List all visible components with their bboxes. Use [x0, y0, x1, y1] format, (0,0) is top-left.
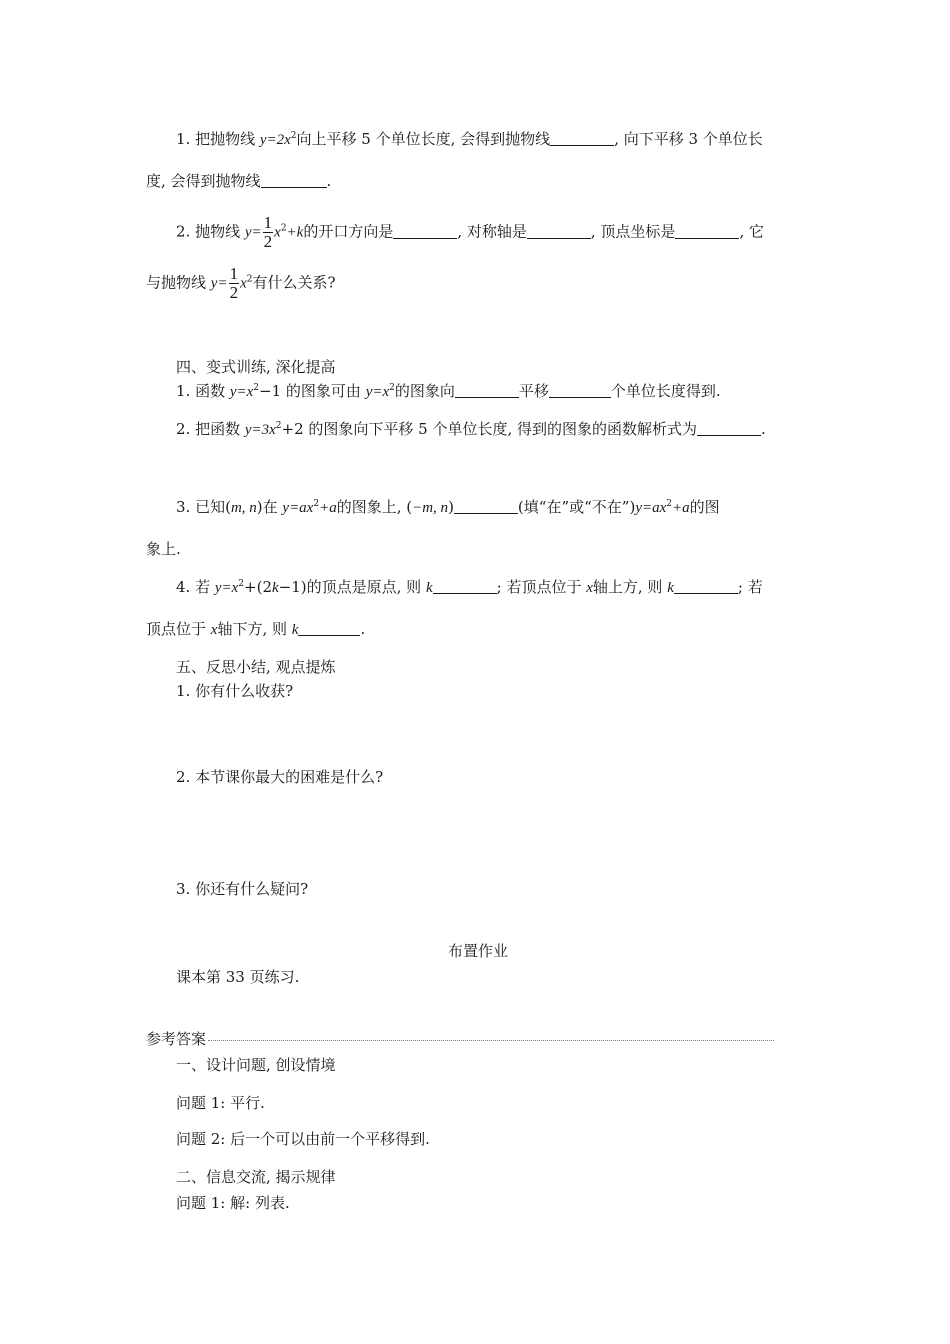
section-4-title: 四、变式训练, 深化提高 — [176, 358, 336, 376]
text: , 对称轴是 — [457, 222, 527, 241]
text: ) — [448, 498, 454, 516]
text: 与抛物线 — [146, 273, 211, 292]
variant-q4-line1 — [176, 576, 810, 599]
fraction — [263, 214, 274, 251]
superscript: 2 — [313, 499, 320, 509]
text: 1. 把抛物线 — [176, 130, 260, 148]
reflection-q1: 1. 你有什么收获? — [176, 682, 294, 700]
text: 1. 函数 — [176, 382, 230, 400]
practice-q2-line2 — [146, 265, 810, 302]
numerator: 1 — [263, 213, 273, 232]
dotted-rule — [208, 1040, 774, 1041]
text: 2. 把函数 — [176, 420, 245, 438]
variant-q3-line1 — [176, 496, 810, 519]
section-5-title: 五、反思小结, 观点提炼 — [176, 658, 336, 676]
answer-blank[interactable] — [697, 421, 761, 436]
answer-item: 问题 1: 解: 列表. — [176, 1194, 290, 1212]
text: . — [761, 420, 766, 438]
text: ; 若顶点位于 — [496, 578, 587, 596]
math-expr: x — [274, 224, 281, 241]
math-expr: k — [272, 580, 279, 596]
math-expr: y=x — [229, 384, 254, 400]
homework-text: 课本第 33 页练习. — [176, 968, 300, 986]
math-expr: y=ax — [635, 500, 667, 516]
answer-blank[interactable] — [433, 579, 497, 594]
text: 向上平移 5 个单位长度, 会得到抛物线 — [296, 130, 551, 148]
reflection-q2: 2. 本节课你最大的困难是什么? — [176, 768, 384, 786]
denominator: 2 — [229, 283, 239, 302]
math-expr: +k — [286, 224, 304, 241]
text: , 它 — [739, 222, 764, 241]
math-expr: k — [291, 622, 299, 638]
math-expr: y=ax — [282, 500, 314, 516]
answer-blank[interactable] — [393, 224, 457, 239]
answers-section-1: 一、设计问题, 创设情境 — [176, 1056, 336, 1074]
text: 的图象向 — [394, 382, 455, 400]
practice-q2-line1 — [176, 214, 810, 251]
math-expr: x — [586, 580, 593, 596]
text: 度, 会得到抛物线 — [146, 172, 261, 190]
homework-title: 布置作业 — [447, 942, 508, 960]
superscript: 2 — [666, 499, 672, 509]
text: +2 的图象向下平移 5 个单位长度, 得到的图象的函数解析式为 — [281, 420, 698, 438]
text: 的开口方向是 — [303, 222, 394, 241]
practice-q1-line1 — [176, 128, 810, 151]
numerator: 1 — [229, 264, 239, 283]
variant-q4-line2 — [146, 618, 810, 641]
answer-blank[interactable] — [549, 383, 611, 398]
text: −1 的图象可由 — [259, 382, 366, 400]
text: 轴下方, 则 — [217, 620, 292, 638]
math-expr: y=x — [365, 384, 390, 400]
text: 的图 — [689, 498, 720, 516]
math-expr: x — [240, 275, 247, 292]
math-expr: +a — [671, 500, 690, 516]
superscript: 2 — [238, 579, 245, 589]
variant-q3-line2: 象上. — [146, 540, 181, 558]
math-expr: y=2x — [259, 132, 291, 148]
answer-item: 问题 1: 平行. — [176, 1094, 265, 1112]
math-expr: y=x — [214, 580, 239, 596]
text: 个单位长度得到. — [610, 382, 721, 400]
text: −1)的顶点是原点, 则 — [278, 578, 426, 596]
math-expr: m, n — [230, 500, 257, 516]
text: 顶点位于 — [146, 620, 211, 638]
superscript: 2 — [253, 383, 260, 393]
answer-item: 问题 2: 后一个可以由前一个平移得到. — [176, 1130, 430, 1148]
math-expr: y= — [244, 224, 262, 241]
math-expr: y=3x — [244, 422, 276, 438]
text: 3. 已知( — [176, 498, 231, 516]
superscript: 2 — [275, 421, 282, 431]
variant-q1 — [176, 380, 810, 403]
answer-blank[interactable] — [527, 224, 591, 239]
fraction — [229, 265, 240, 302]
math-expr: −m, n — [412, 500, 449, 516]
text: 的图象上, ( — [336, 498, 413, 516]
text: . — [326, 172, 332, 190]
math-expr: +a — [319, 500, 337, 516]
text: . — [360, 620, 366, 638]
denominator: 2 — [263, 232, 273, 251]
text: (填“在”或“不在”) — [517, 498, 636, 516]
reflection-q3: 3. 你还有什么疑问? — [176, 880, 309, 898]
answer-blank[interactable] — [675, 224, 739, 239]
text: 2. 抛物线 — [176, 222, 245, 241]
answer-blank[interactable] — [298, 621, 360, 636]
answers-title: 参考答案 — [146, 1030, 207, 1048]
text: 轴上方, 则 — [592, 578, 668, 596]
text: 有什么关系? — [252, 273, 336, 292]
math-expr: k — [425, 580, 433, 596]
math-expr: y= — [210, 275, 228, 292]
superscript: 2 — [290, 131, 297, 141]
answer-blank[interactable] — [455, 383, 519, 398]
text: )在 — [256, 498, 283, 516]
math-expr: x — [210, 622, 218, 638]
math-expr: k — [667, 580, 674, 596]
text: +(2 — [244, 578, 272, 596]
variant-q2 — [176, 418, 810, 441]
answer-blank[interactable] — [454, 499, 518, 514]
answer-blank[interactable] — [550, 131, 614, 146]
superscript: 2 — [389, 383, 395, 393]
text: , 向下平移 3 个单位长 — [614, 130, 763, 148]
answer-blank[interactable] — [261, 173, 327, 188]
text: ; 若 — [737, 578, 763, 596]
superscript: 2 — [280, 223, 287, 234]
answers-section-2: 二、信息交流, 揭示规律 — [176, 1168, 336, 1186]
text: 平移 — [518, 382, 549, 400]
answer-blank[interactable] — [674, 579, 738, 594]
practice-q1-line2 — [146, 170, 810, 192]
text: , 顶点坐标是 — [590, 222, 676, 241]
text: 4. 若 — [176, 578, 215, 596]
answers-heading — [146, 1028, 810, 1050]
superscript: 2 — [246, 274, 253, 285]
